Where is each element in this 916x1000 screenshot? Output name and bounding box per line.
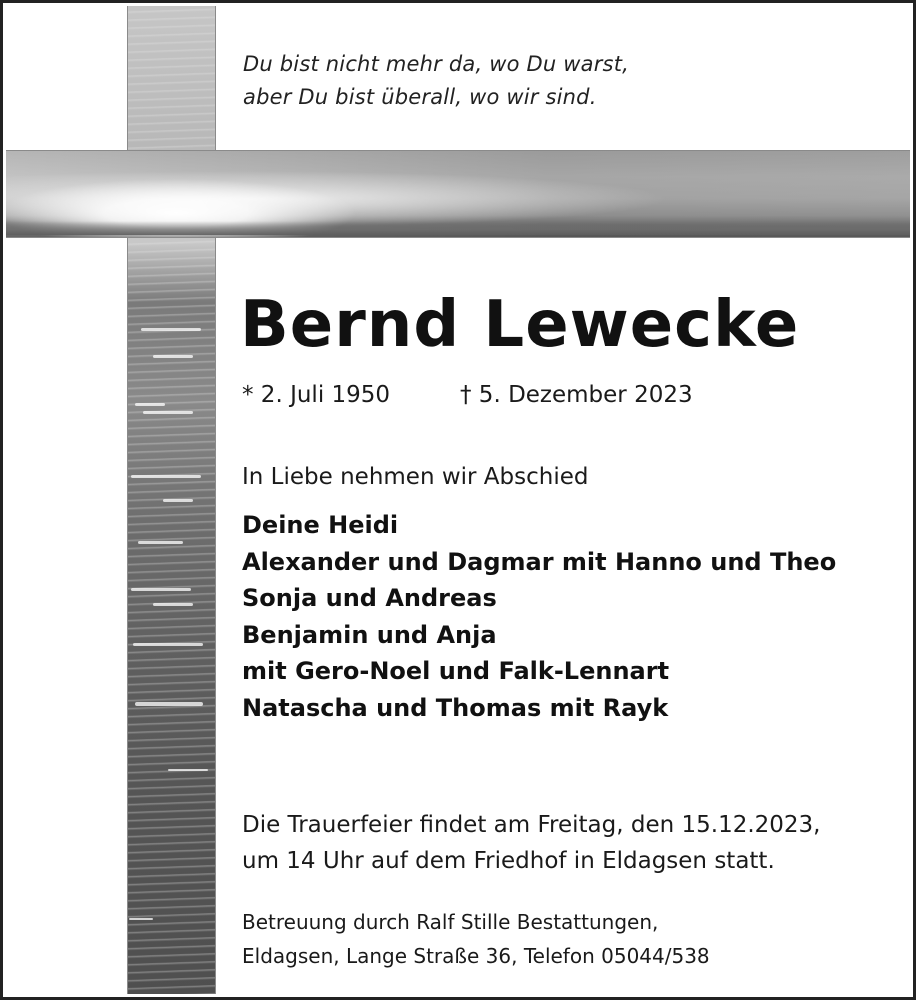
birth-date: * 2. Juli 1950 bbox=[242, 382, 391, 408]
funeral-service-info bbox=[242, 807, 821, 879]
mourners-list bbox=[242, 507, 836, 726]
sea-glint bbox=[153, 603, 193, 606]
sea-glint bbox=[131, 588, 191, 591]
sea-glint bbox=[135, 702, 203, 706]
horizon-line bbox=[6, 221, 910, 235]
verse bbox=[243, 48, 629, 114]
mourner-line: Benjamin und Anja bbox=[242, 620, 497, 649]
undertaker-info bbox=[242, 905, 710, 973]
mourner-line: mit Gero-Noel und Falk-Lennart bbox=[242, 657, 670, 685]
service-line-2: um 14 Uhr auf dem Friedhof in Eldagsen statt. bbox=[242, 848, 775, 874]
sea-glint bbox=[129, 918, 153, 920]
sea-glint bbox=[163, 499, 193, 502]
mourner-line: Sonja und Andreas bbox=[242, 584, 497, 612]
sea-glint bbox=[138, 541, 183, 544]
death-date: † 5. Dezember 2023 bbox=[460, 382, 693, 408]
undertaker-line-2: Eldagsen, Lange Straße 36, Telefon 05044/538 bbox=[242, 944, 710, 968]
service-line-1: Die Trauerfeier findet am Freitag, den 15.12.2023, bbox=[242, 812, 821, 838]
farewell-intro: In Liebe nehmen wir Abschied bbox=[242, 464, 589, 490]
sea-glint bbox=[135, 403, 165, 406]
sea-glint bbox=[141, 328, 201, 331]
sea-glint bbox=[131, 475, 201, 478]
sea-glint bbox=[153, 355, 193, 358]
mourner-line: Deine Heidi bbox=[242, 511, 399, 539]
life-dates bbox=[242, 378, 693, 412]
verse-line-2: aber Du bist überall, wo wir sind. bbox=[243, 85, 597, 109]
mourner-line: Natascha und Thomas mit Rayk bbox=[242, 693, 669, 722]
deceased-name: Bernd Lewecke bbox=[240, 288, 800, 362]
mourner-line: Alexander und Dagmar mit Hanno und Theo bbox=[242, 547, 837, 576]
sea-glint bbox=[168, 769, 208, 771]
verse-line-1: Du bist nicht mehr da, wo Du warst, bbox=[243, 52, 630, 76]
sea-glint bbox=[143, 411, 193, 414]
sea-glint bbox=[133, 643, 203, 646]
undertaker-line-1: Betreuung durch Ralf Stille Bestattungen, bbox=[242, 910, 659, 934]
